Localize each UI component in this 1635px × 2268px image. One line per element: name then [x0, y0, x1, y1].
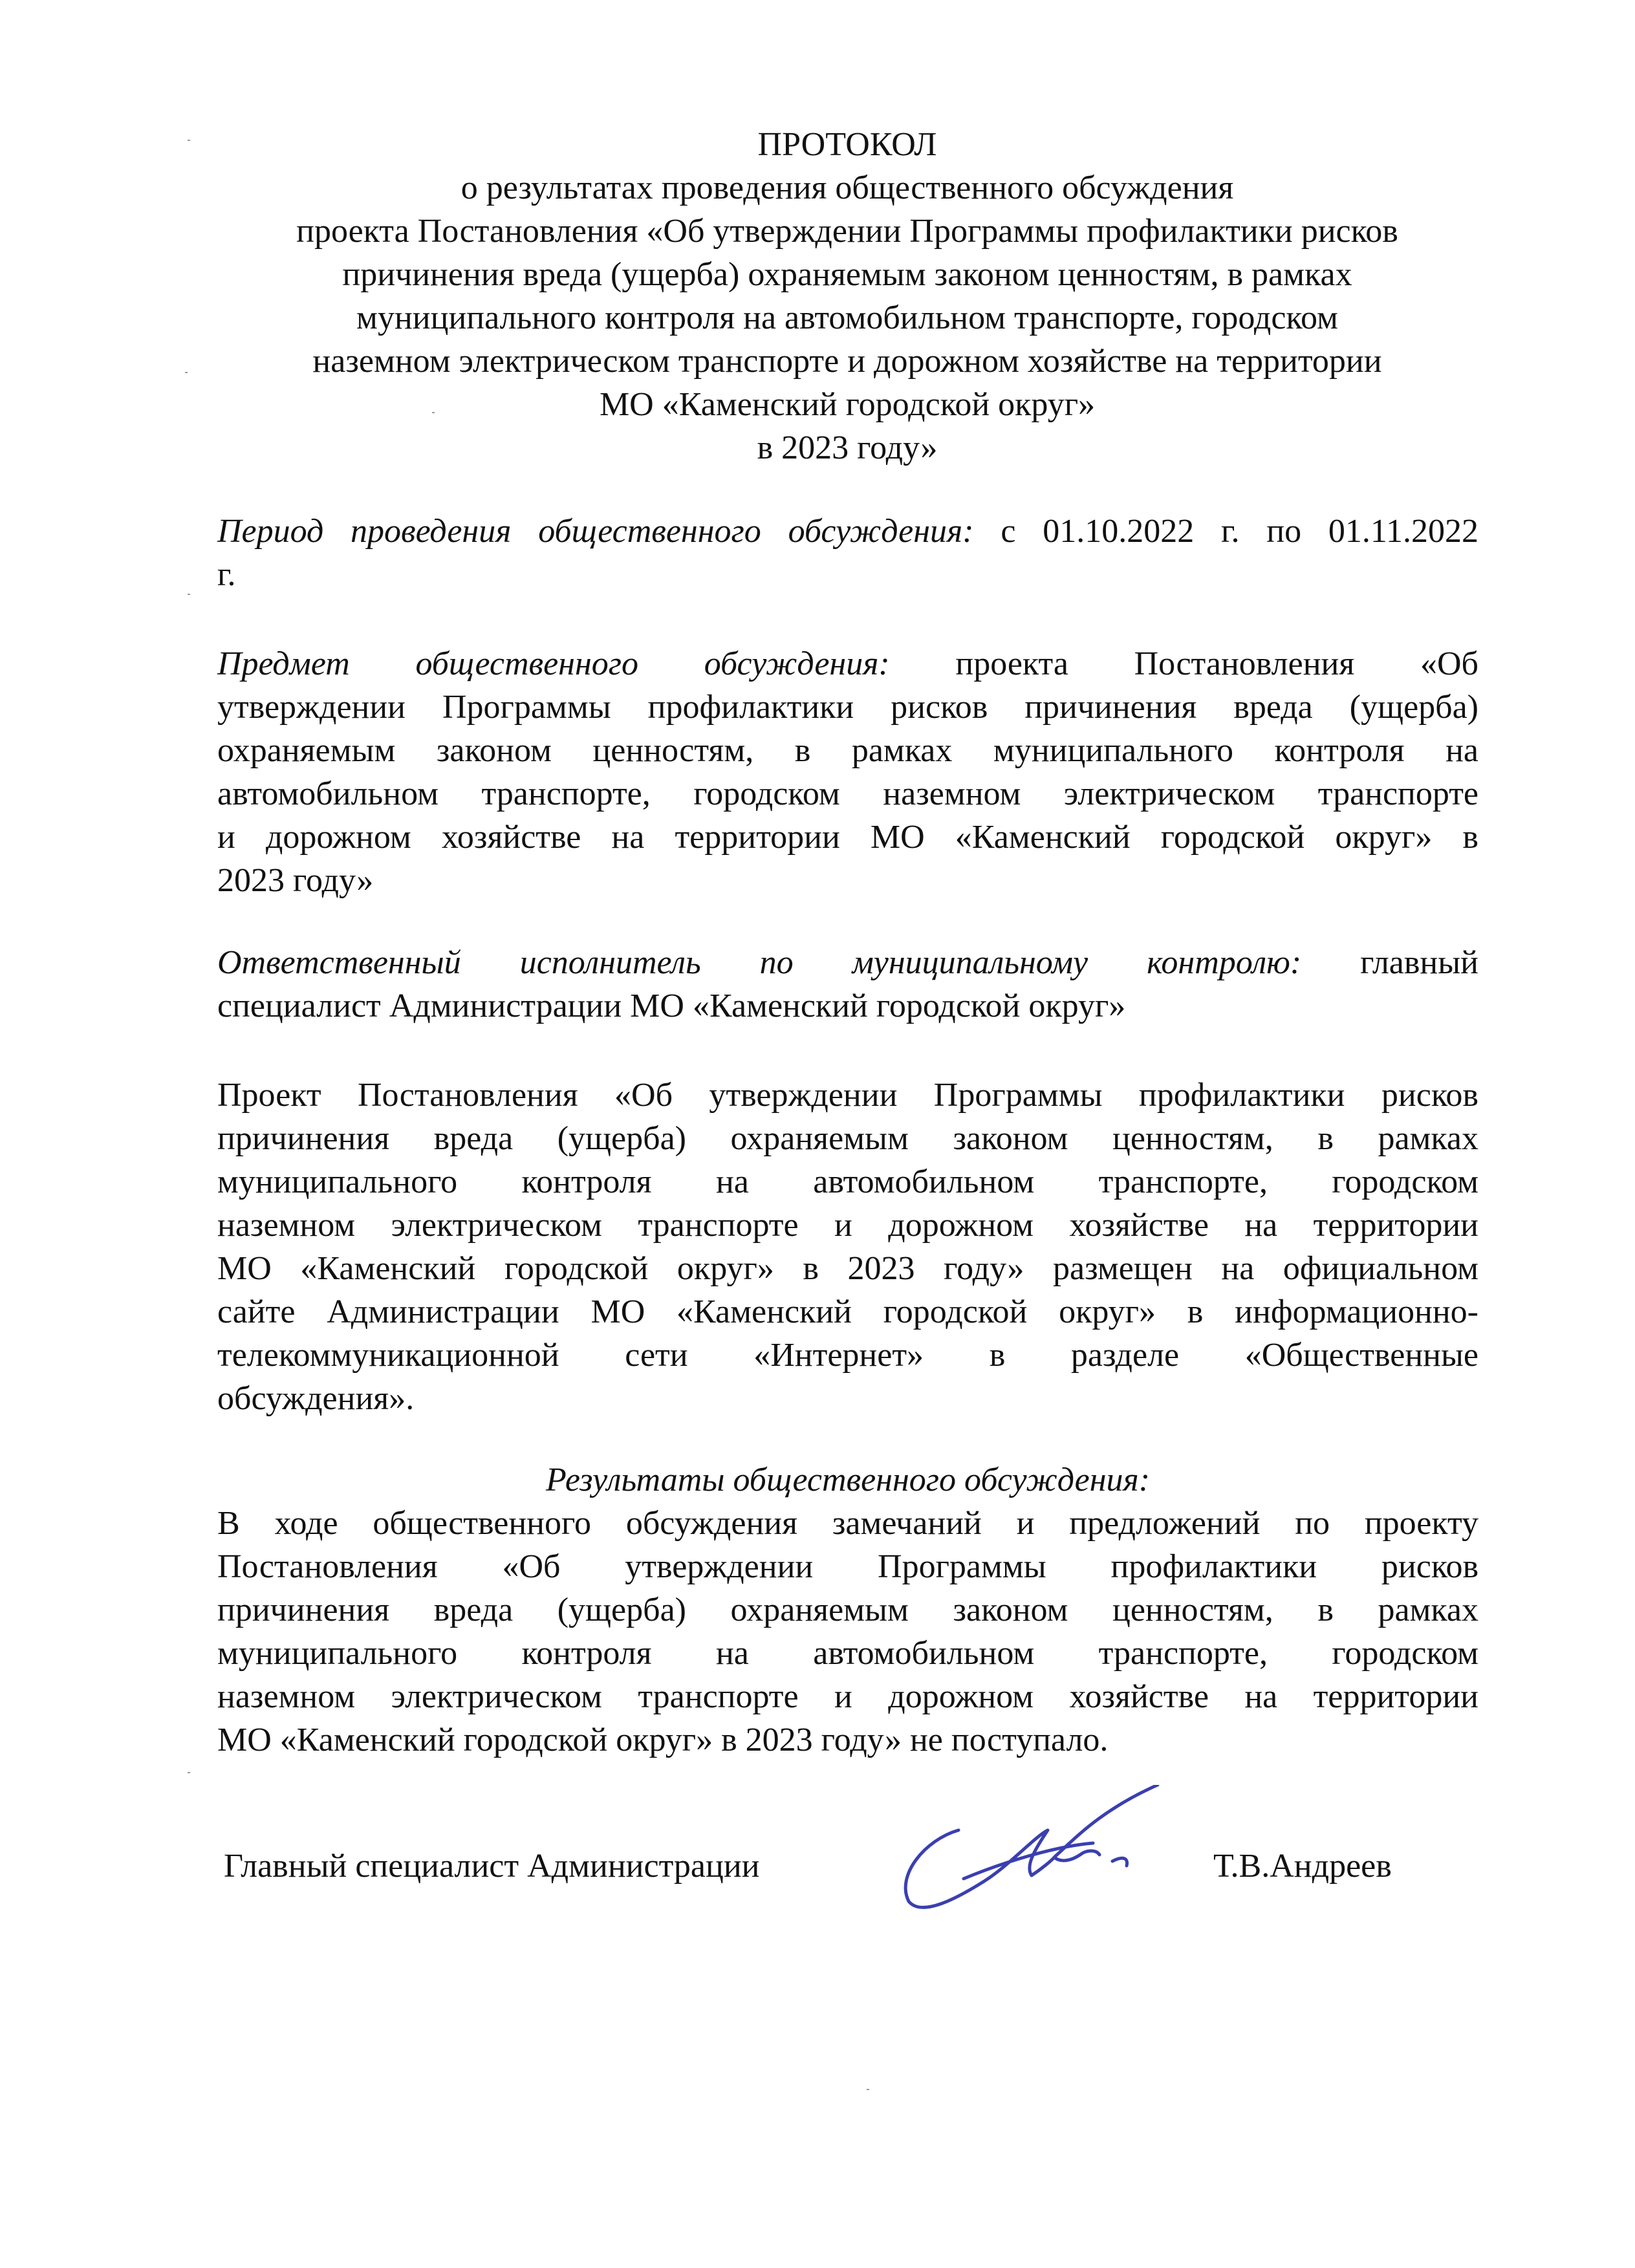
subject-paragraph	[217, 642, 1478, 902]
scan-speck	[188, 594, 190, 595]
results-heading: Результаты общественного обсуждения:	[545, 1462, 1151, 1498]
subject-line: и дорожном хозяйстве на территории МО «Каменский городской округ» в	[217, 819, 1478, 856]
period-label: Период проведения общественного обсуждения:	[217, 513, 974, 550]
results-line: Постановления «Об утверждении Программы профилактики рисков	[217, 1548, 1478, 1585]
period-dates: с 01.10.2022 г. по 01.11.2022	[973, 513, 1478, 550]
document-heading: ПРОТОКОЛ	[757, 126, 937, 163]
subject-line: 2023 году»	[217, 862, 374, 899]
scan-speck	[432, 412, 435, 413]
title-line: муниципального контроля на автомобильном транспорте, городском	[356, 299, 1338, 336]
scan-speck	[188, 140, 190, 141]
title-line: проекта Постановления «Об утверждении Программы профилактики рисков	[296, 213, 1398, 250]
title-line: МО «Каменский городской округ»	[599, 386, 1096, 423]
project-line: телекоммуникационной сети «Интернет» в разделе «Общественные	[217, 1337, 1478, 1374]
results-line: наземном электрическом транспорте и дорожном хозяйстве на территории	[217, 1678, 1478, 1715]
title-line: причинения вреда (ущерба) охраняемым законом ценностям, в рамках	[342, 256, 1352, 293]
subject-label: Предмет общественного обсуждения:	[217, 645, 890, 682]
project-line: МО «Каменский городской округ» в 2023 году» размещен на официальном	[217, 1250, 1478, 1287]
document-title-block	[213, 123, 1481, 470]
period-line: г.	[217, 556, 236, 593]
period-paragraph	[217, 510, 1478, 596]
scan-speck	[185, 372, 188, 373]
responsible-line: Ответственный исполнитель по муниципальному контролю: главный	[217, 944, 1478, 981]
subject-line: утверждении Программы профилактики рисков причинения вреда (ущерба)	[217, 689, 1478, 726]
results-line: муниципального контроля на автомобильном транспорте, городском	[217, 1635, 1478, 1672]
results-line: В ходе общественного обсуждения замечаний и предложений по проекту	[217, 1505, 1478, 1542]
handwritten-signature	[886, 1785, 1171, 1927]
project-line: сайте Администрации МО «Каменский городской округ» в информационно-	[217, 1293, 1478, 1330]
results-line: причинения вреда (ущерба) охраняемым законом ценностям, в рамках	[217, 1592, 1478, 1628]
scan-speck	[867, 2089, 869, 2090]
project-line: причинения вреда (ущерба) охраняемым законом ценностям, в рамках	[217, 1120, 1478, 1157]
subject-line: автомобильном транспорте, городском наземном электрическом транспорте	[217, 775, 1478, 812]
project-line: Проект Постановления «Об утверждении Программы профилактики рисков	[217, 1077, 1478, 1114]
results-line: МО «Каменский городской округ» в 2023 году» не поступало.	[217, 1722, 1109, 1758]
project-line: муниципального контроля на автомобильном транспорте, городском	[217, 1163, 1478, 1200]
scan-speck	[188, 1772, 190, 1773]
results-paragraph	[217, 1502, 1478, 1762]
period-line	[217, 510, 1478, 553]
signatory-name: Т.В.Андреев	[1213, 1848, 1392, 1885]
responsible-line: специалист Администрации МО «Каменский городской округ»	[217, 988, 1126, 1024]
signatory-role: Главный специалист Администрации	[224, 1848, 760, 1885]
responsible-paragraph	[217, 941, 1478, 1028]
project-line: обсуждения».	[217, 1380, 415, 1417]
subject-line: Предмет общественного обсуждения: проекта Постановления «Об	[217, 645, 1478, 682]
title-line: наземном электрическом транспорте и дорожном хозяйстве на территории	[312, 343, 1382, 380]
title-line: о результатах проведения общественного обсуждения	[460, 169, 1234, 206]
subject-line: охраняемым законом ценностям, в рамках муниципального контроля на	[217, 732, 1478, 769]
title-line: в 2023 году»	[757, 429, 938, 466]
responsible-label: Ответственный исполнитель по муниципальному контролю:	[217, 944, 1302, 981]
project-paragraph	[217, 1074, 1478, 1420]
project-line: наземном электрическом транспорте и дорожном хозяйстве на территории	[217, 1207, 1478, 1244]
